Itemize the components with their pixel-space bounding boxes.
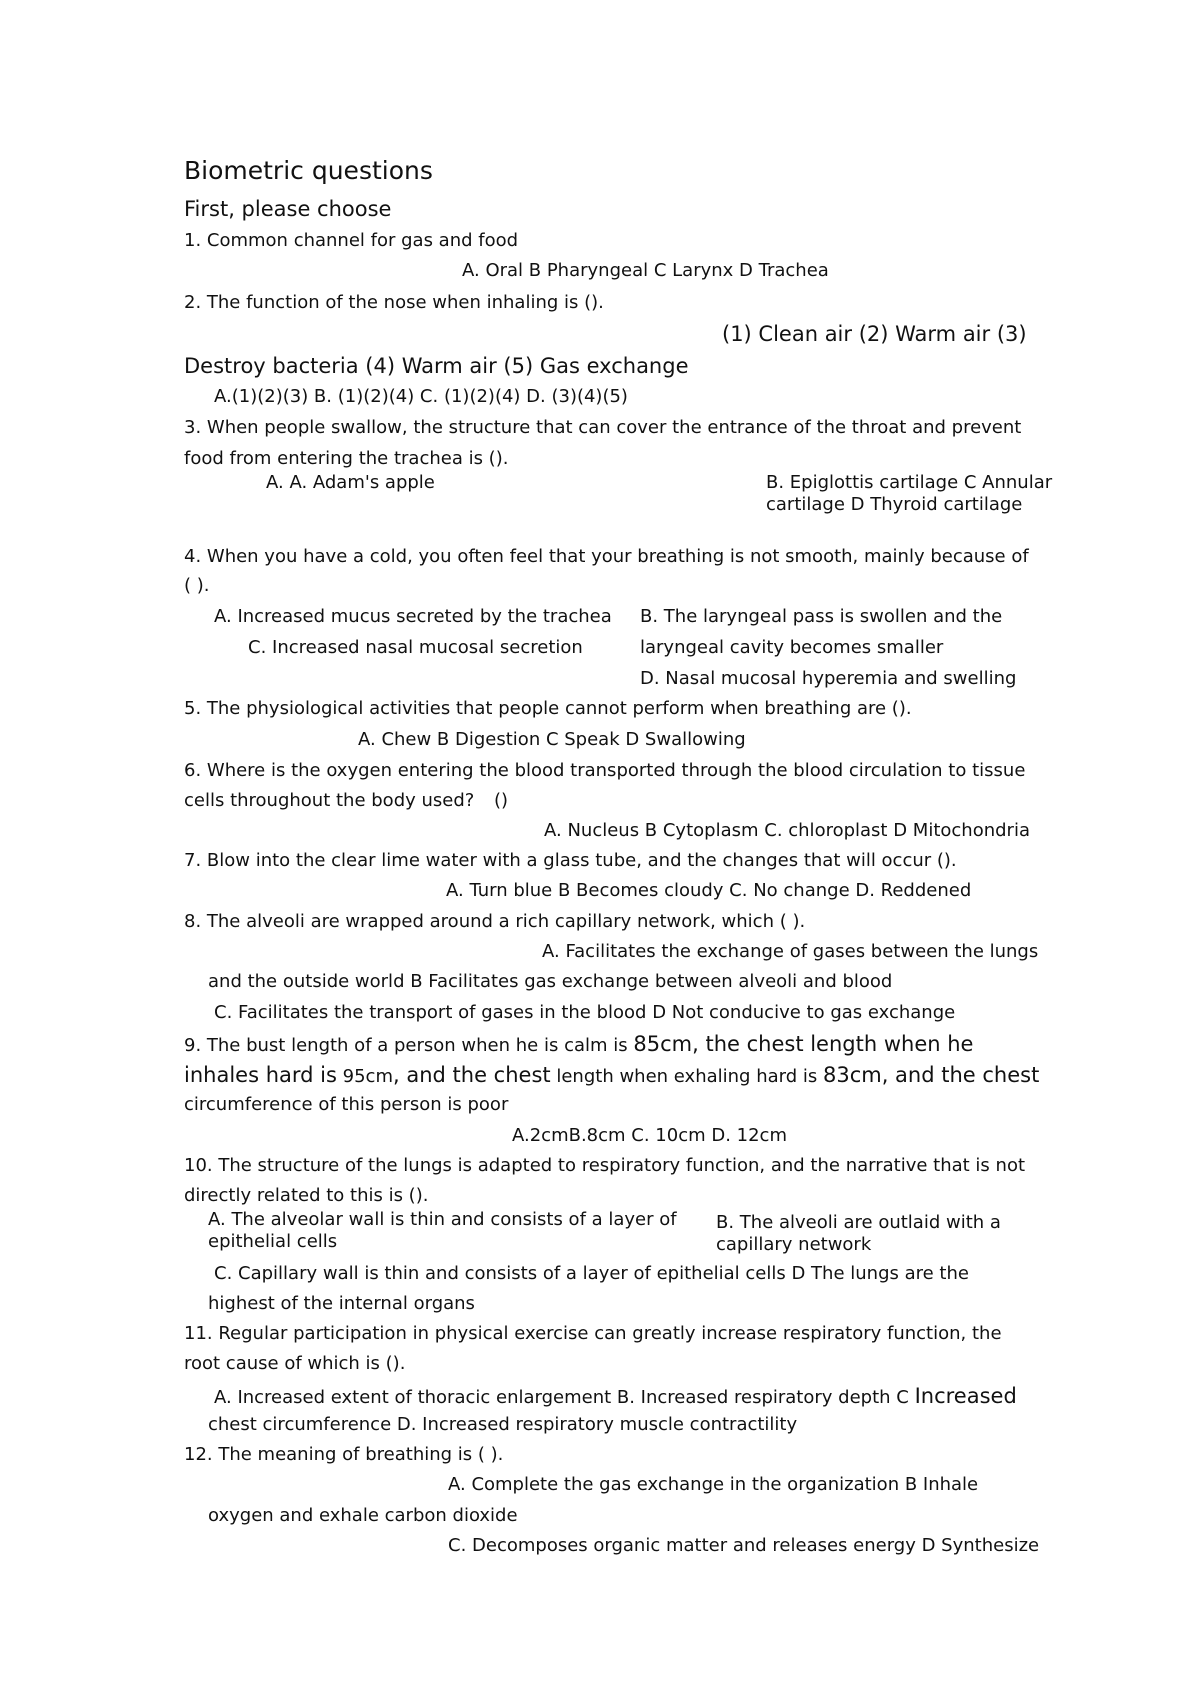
question-11-text: A. Increased extent of thoracic enlargement B. Increased respiratory depth C bbox=[214, 1387, 909, 1408]
question-4-option-b: B. The laryngeal pass is swollen and the bbox=[640, 606, 1003, 627]
question-12-options: A. Complete the gas exchange in the organization B Inhale bbox=[448, 1474, 979, 1495]
question-4-option-d: D. Nasal mucosal hyperemia and swelling bbox=[640, 668, 1017, 689]
document-title: Biometric questions bbox=[184, 156, 433, 185]
question-7-options: A. Turn blue B Becomes cloudy C. No change D. Reddened bbox=[446, 880, 972, 901]
question-9-text: , and the chest bbox=[393, 1063, 551, 1087]
question-4-option-a: A. Increased mucus secreted by the trachea bbox=[214, 606, 612, 627]
question-1-stem: 1. Common channel for gas and food bbox=[184, 230, 519, 251]
question-9-text: , the chest length when he bbox=[692, 1032, 974, 1056]
question-6-options: A. Nucleus B Cytoplasm C. chloroplast D Mitochondria bbox=[544, 820, 1030, 841]
question-2-options: A.(1)(2)(3) B. (1)(2)(4) C. (1)(2)(4) D. (3)(4)(5) bbox=[214, 386, 628, 407]
question-4-option-c: C. Increased nasal mucosal secretion bbox=[248, 637, 583, 658]
question-4-option-b: laryngeal cavity becomes smaller bbox=[640, 637, 944, 658]
question-9-options: A.2cmB.8cm C. 10cm D. 12cm bbox=[512, 1125, 787, 1146]
question-2-choices-line: (1) Clean air (2) Warm air (3) bbox=[722, 322, 1027, 346]
question-11-options: chest circumference D. Increased respiratory muscle contractility bbox=[208, 1414, 798, 1435]
question-11-stem: 11. Regular participation in physical exercise can greatly increase respiratory function, the bbox=[184, 1323, 1002, 1344]
question-3-stem: food from entering the trachea is (). bbox=[184, 448, 509, 469]
question-9-stem bbox=[184, 1062, 1039, 1088]
question-10-stem: directly related to this is (). bbox=[184, 1185, 429, 1206]
question-11-stem: root cause of which is (). bbox=[184, 1353, 406, 1374]
question-4-stem: ( ). bbox=[184, 575, 210, 596]
question-10-option-a: A. The alveolar wall is thin and consists of a layer of epithelial cells bbox=[208, 1209, 677, 1252]
question-9-value: 95cm bbox=[342, 1066, 393, 1087]
question-9-text: inhales hard is bbox=[184, 1063, 337, 1087]
question-3-option-a: A. A. Adam's apple bbox=[266, 472, 435, 493]
question-5-stem: 5. The physiological activities that people cannot perform when breathing are (). bbox=[184, 698, 912, 719]
question-8-options: C. Facilitates the transport of gases in the blood D Not conducive to gas exchange bbox=[214, 1002, 956, 1023]
question-10-option-b: B. The alveoli are outlaid with a capillary network bbox=[716, 1212, 1001, 1255]
question-6-stem: cells throughout the body used? bbox=[184, 790, 475, 811]
question-9-text: 9. The bust length of a person when he is calm is bbox=[184, 1035, 628, 1056]
question-9-value: 85cm bbox=[633, 1032, 693, 1056]
question-3-option-b: B. Epiglottis cartilage C Annular cartilage D Thyroid cartilage bbox=[766, 472, 1053, 515]
question-10-option-c: C. Capillary wall is thin and consists of a layer of epithelial cells D The lungs are the bbox=[214, 1263, 969, 1284]
question-12-options: C. Decomposes organic matter and releases energy D Synthesize bbox=[448, 1535, 1040, 1556]
question-2-stem: 2. The function of the nose when inhaling is (). bbox=[184, 292, 604, 313]
question-3-stem: 3. When people swallow, the structure that can cover the entrance of the throat and prevent bbox=[184, 417, 1022, 438]
question-9-stem bbox=[184, 1031, 973, 1057]
question-2-choices-line: Destroy bacteria (4) Warm air (5) Gas exchange bbox=[184, 354, 689, 378]
question-6-stem: 6. Where is the oxygen entering the blood transported through the blood circulation to tissue bbox=[184, 760, 1026, 781]
question-8-stem: 8. The alveoli are wrapped around a rich capillary network, which ( ). bbox=[184, 911, 806, 932]
question-9-text: length when exhaling hard is bbox=[556, 1066, 818, 1087]
question-8-options: and the outside world B Facilitates gas exchange between alveoli and blood bbox=[208, 971, 893, 992]
question-9-value: 83cm, and the chest bbox=[822, 1063, 1040, 1087]
question-5-options: A. Chew B Digestion C Speak D Swallowing bbox=[358, 729, 746, 750]
question-12-options: oxygen and exhale carbon dioxide bbox=[208, 1505, 518, 1526]
question-11-text: Increased bbox=[914, 1384, 1017, 1408]
question-8-options: A. Facilitates the exchange of gases between the lungs bbox=[542, 941, 1039, 962]
question-9-stem: circumference of this person is poor bbox=[184, 1094, 509, 1115]
question-12-stem: 12. The meaning of breathing is ( ). bbox=[184, 1444, 504, 1465]
question-10-option-c: highest of the internal organs bbox=[208, 1293, 475, 1314]
question-10-stem: 10. The structure of the lungs is adapted to respiratory function, and the narrative that is not bbox=[184, 1155, 1026, 1176]
question-1-options: A. Oral B Pharyngeal C Larynx D Trachea bbox=[462, 260, 829, 281]
question-11-options bbox=[214, 1383, 1017, 1409]
section-heading: First, please choose bbox=[184, 197, 392, 221]
question-7-stem: 7. Blow into the clear lime water with a glass tube, and the changes that will occur (). bbox=[184, 850, 957, 871]
question-6-answer-blank: () bbox=[494, 790, 509, 811]
question-4-stem: 4. When you have a cold, you often feel that your breathing is not smooth, mainly because of bbox=[184, 546, 1029, 567]
